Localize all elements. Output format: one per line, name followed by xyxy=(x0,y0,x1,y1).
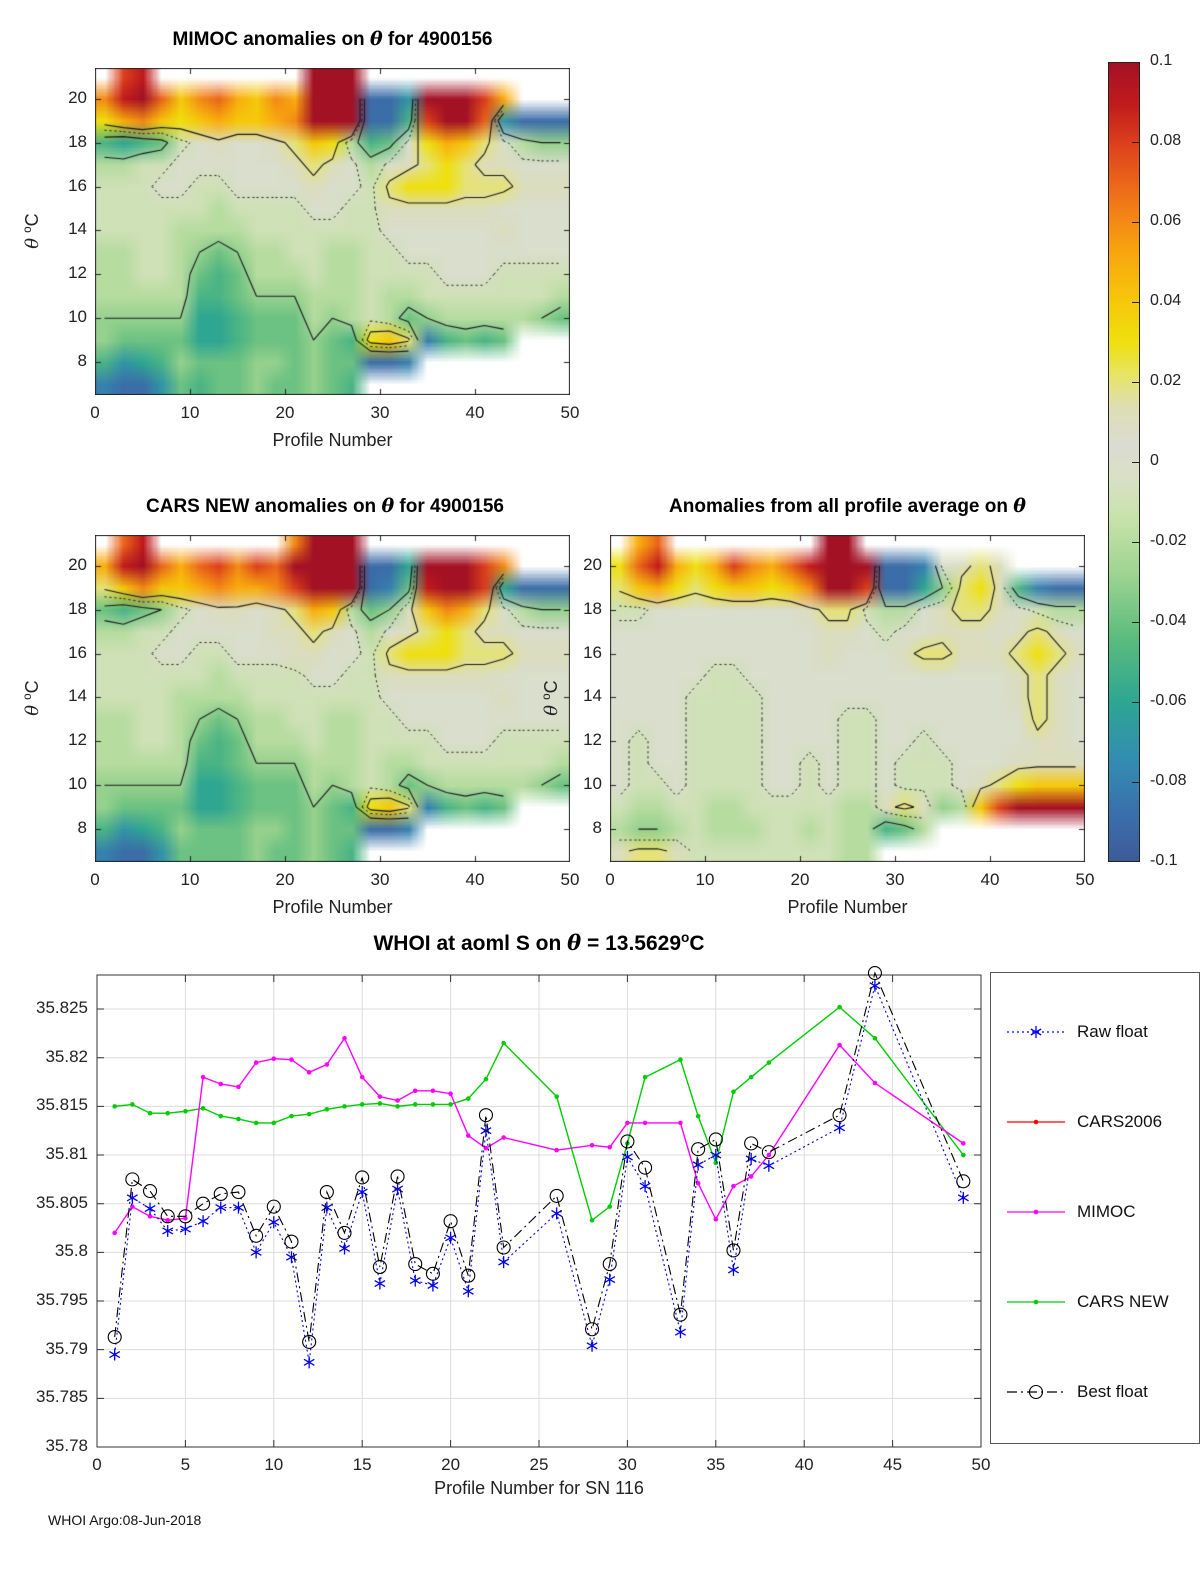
cars-new-heatmap-plot xyxy=(95,535,570,862)
x-tick-label: 10 xyxy=(695,870,715,889)
colorbar-tick-mark xyxy=(1132,542,1139,543)
colorbar-tick-mark xyxy=(1132,142,1139,143)
x-tick-label: 10 xyxy=(264,1455,284,1474)
legend-label: Best float xyxy=(1077,1382,1148,1401)
panel1-xlabel: Profile Number xyxy=(272,430,393,450)
y-tick-label: 20 xyxy=(583,554,602,574)
panel3-title: Anomalies from all profile average on θ xyxy=(669,495,1026,517)
cars-new-line-sample-icon xyxy=(1005,1290,1067,1314)
x-tick-label: 15 xyxy=(352,1455,372,1474)
x-tick-label: 50 xyxy=(560,870,580,889)
y-tick-label: 12 xyxy=(583,730,602,750)
x-tick-label: 40 xyxy=(794,1455,814,1474)
x-tick-label: 0 xyxy=(92,1455,102,1474)
x-tick-label: 0 xyxy=(90,403,100,422)
x-tick-label: 30 xyxy=(885,870,905,889)
x-tick-label: 45 xyxy=(883,1455,903,1474)
y-tick-label: 35.82 xyxy=(45,1046,88,1066)
y-tick-label: 16 xyxy=(68,175,87,195)
average-anomaly-heatmap-plot xyxy=(610,535,1085,862)
y-tick-label: 35.78 xyxy=(45,1436,88,1455)
x-tick-label: 20 xyxy=(275,870,295,889)
y-tick-label: 10 xyxy=(68,774,87,794)
legend-item-cars-new xyxy=(1005,1289,1169,1315)
y-tick-label: 35.785 xyxy=(36,1387,88,1407)
colorbar-tick-label: -0.1 xyxy=(1150,852,1178,869)
x-tick-label: 10 xyxy=(180,870,200,889)
y-tick-label: 35.815 xyxy=(36,1095,88,1115)
x-tick-label: 20 xyxy=(790,870,810,889)
y-tick-label: 12 xyxy=(68,730,87,750)
colorbar-tick-mark xyxy=(1132,302,1139,303)
y-tick-label: 35.825 xyxy=(36,998,88,1018)
colorbar-tick-label: -0.04 xyxy=(1150,612,1187,629)
colorbar-tick-mark xyxy=(1132,222,1139,223)
colorbar-tick-label: 0.02 xyxy=(1150,372,1182,389)
y-tick-label: 35.795 xyxy=(36,1290,88,1310)
x-tick-label: 40 xyxy=(980,870,1000,889)
panel3-xlabel: Profile Number xyxy=(787,897,908,917)
x-tick-label: 10 xyxy=(180,403,200,422)
colorbar-tick-mark xyxy=(1132,622,1139,623)
footer-text: WHOI Argo:08-Jun-2018 xyxy=(48,1512,202,1528)
x-tick-label: 50 xyxy=(560,403,580,422)
colorbar-tick-label: -0.06 xyxy=(1150,692,1187,709)
legend-item-mimoc xyxy=(1005,1199,1136,1225)
y-tick-label: 14 xyxy=(68,219,87,239)
x-tick-label: 25 xyxy=(529,1455,549,1474)
y-tick-label: 20 xyxy=(68,87,87,107)
legend-label: Raw float xyxy=(1077,1022,1148,1041)
y-tick-label: 10 xyxy=(68,307,87,327)
mimoc-heatmap-plot xyxy=(95,68,570,395)
colorbar-tick-mark xyxy=(1132,462,1139,463)
legend-item-raw-float xyxy=(1005,1019,1148,1045)
colorbar-tick-label: 0.08 xyxy=(1150,132,1182,149)
y-tick-label: 18 xyxy=(583,598,602,618)
panel2-ylabel: θ $^o$C xyxy=(21,680,43,716)
legend-label: MIMOC xyxy=(1077,1202,1136,1221)
x-tick-label: 50 xyxy=(1075,870,1095,889)
y-tick-label: 35.8 xyxy=(54,1241,88,1261)
y-tick-label: 14 xyxy=(583,686,602,706)
colorbar-tick-label: -0.08 xyxy=(1150,772,1187,789)
colorbar-tick-mark xyxy=(1132,782,1139,783)
panel2-title: CARS NEW anomalies on θ for 4900156 xyxy=(146,495,504,517)
y-tick-label: 35.79 xyxy=(45,1338,88,1358)
x-tick-label: 40 xyxy=(465,403,485,422)
y-tick-label: 12 xyxy=(68,263,87,283)
y-tick-label: 8 xyxy=(77,351,87,371)
y-tick-label: 10 xyxy=(583,774,602,794)
y-tick-label: 8 xyxy=(592,818,602,838)
colorbar-tick-label: -0.02 xyxy=(1150,532,1187,549)
legend-box xyxy=(990,972,1200,1444)
legend-item-best-float xyxy=(1005,1379,1148,1405)
mimoc-line-sample-icon xyxy=(1005,1200,1067,1224)
panel2-xlabel: Profile Number xyxy=(272,897,393,917)
legend-label: CARS NEW xyxy=(1077,1292,1169,1311)
y-tick-label: 14 xyxy=(68,686,87,706)
colorbar-tick-label: 0.04 xyxy=(1150,292,1182,309)
x-tick-label: 0 xyxy=(90,870,100,889)
x-tick-label: 50 xyxy=(971,1455,991,1474)
colorbar-tick-mark xyxy=(1132,702,1139,703)
colorbar-tick-label: 0 xyxy=(1150,452,1159,469)
colorbar-tick-label: 0.06 xyxy=(1150,212,1182,229)
legend-item-cars2006 xyxy=(1005,1109,1162,1135)
x-tick-label: 20 xyxy=(275,403,295,422)
raw-float-line-sample-icon xyxy=(1005,1020,1067,1044)
y-tick-label: 18 xyxy=(68,598,87,618)
y-tick-label: 16 xyxy=(583,642,602,662)
bottom-chart-title: WHOI at aoml S on $\theta = 13.5629^oC$ xyxy=(373,930,705,955)
y-tick-label: 35.805 xyxy=(36,1192,88,1212)
x-tick-label: 40 xyxy=(465,870,485,889)
x-tick-label: 30 xyxy=(617,1455,637,1474)
x-tick-label: 35 xyxy=(706,1455,726,1474)
x-tick-label: 20 xyxy=(441,1455,461,1474)
panel1-ylabel: θ $^o$C xyxy=(21,213,43,249)
x-tick-label: 30 xyxy=(370,870,390,889)
y-tick-label: 8 xyxy=(77,818,87,838)
y-tick-label: 35.81 xyxy=(45,1144,88,1164)
bottom-chart-xlabel: Profile Number for SN 116 xyxy=(434,1478,644,1498)
panel1-title: MIMOC anomalies on θ for 4900156 xyxy=(172,28,493,50)
y-tick-label: 16 xyxy=(68,642,87,662)
y-tick-label: 18 xyxy=(68,131,87,151)
legend-label: CARS2006 xyxy=(1077,1112,1163,1131)
x-tick-label: 30 xyxy=(370,403,390,422)
x-tick-label: 5 xyxy=(180,1455,191,1474)
colorbar-tick-mark xyxy=(1132,382,1139,383)
colorbar-tick-label: 0.1 xyxy=(1150,52,1173,69)
cars2006-line-sample-icon xyxy=(1005,1110,1067,1134)
panel3-ylabel: θ $^o$C xyxy=(540,680,562,716)
y-tick-label: 20 xyxy=(68,554,87,574)
best-float-line-sample-icon xyxy=(1005,1380,1067,1404)
x-tick-label: 0 xyxy=(605,870,615,889)
